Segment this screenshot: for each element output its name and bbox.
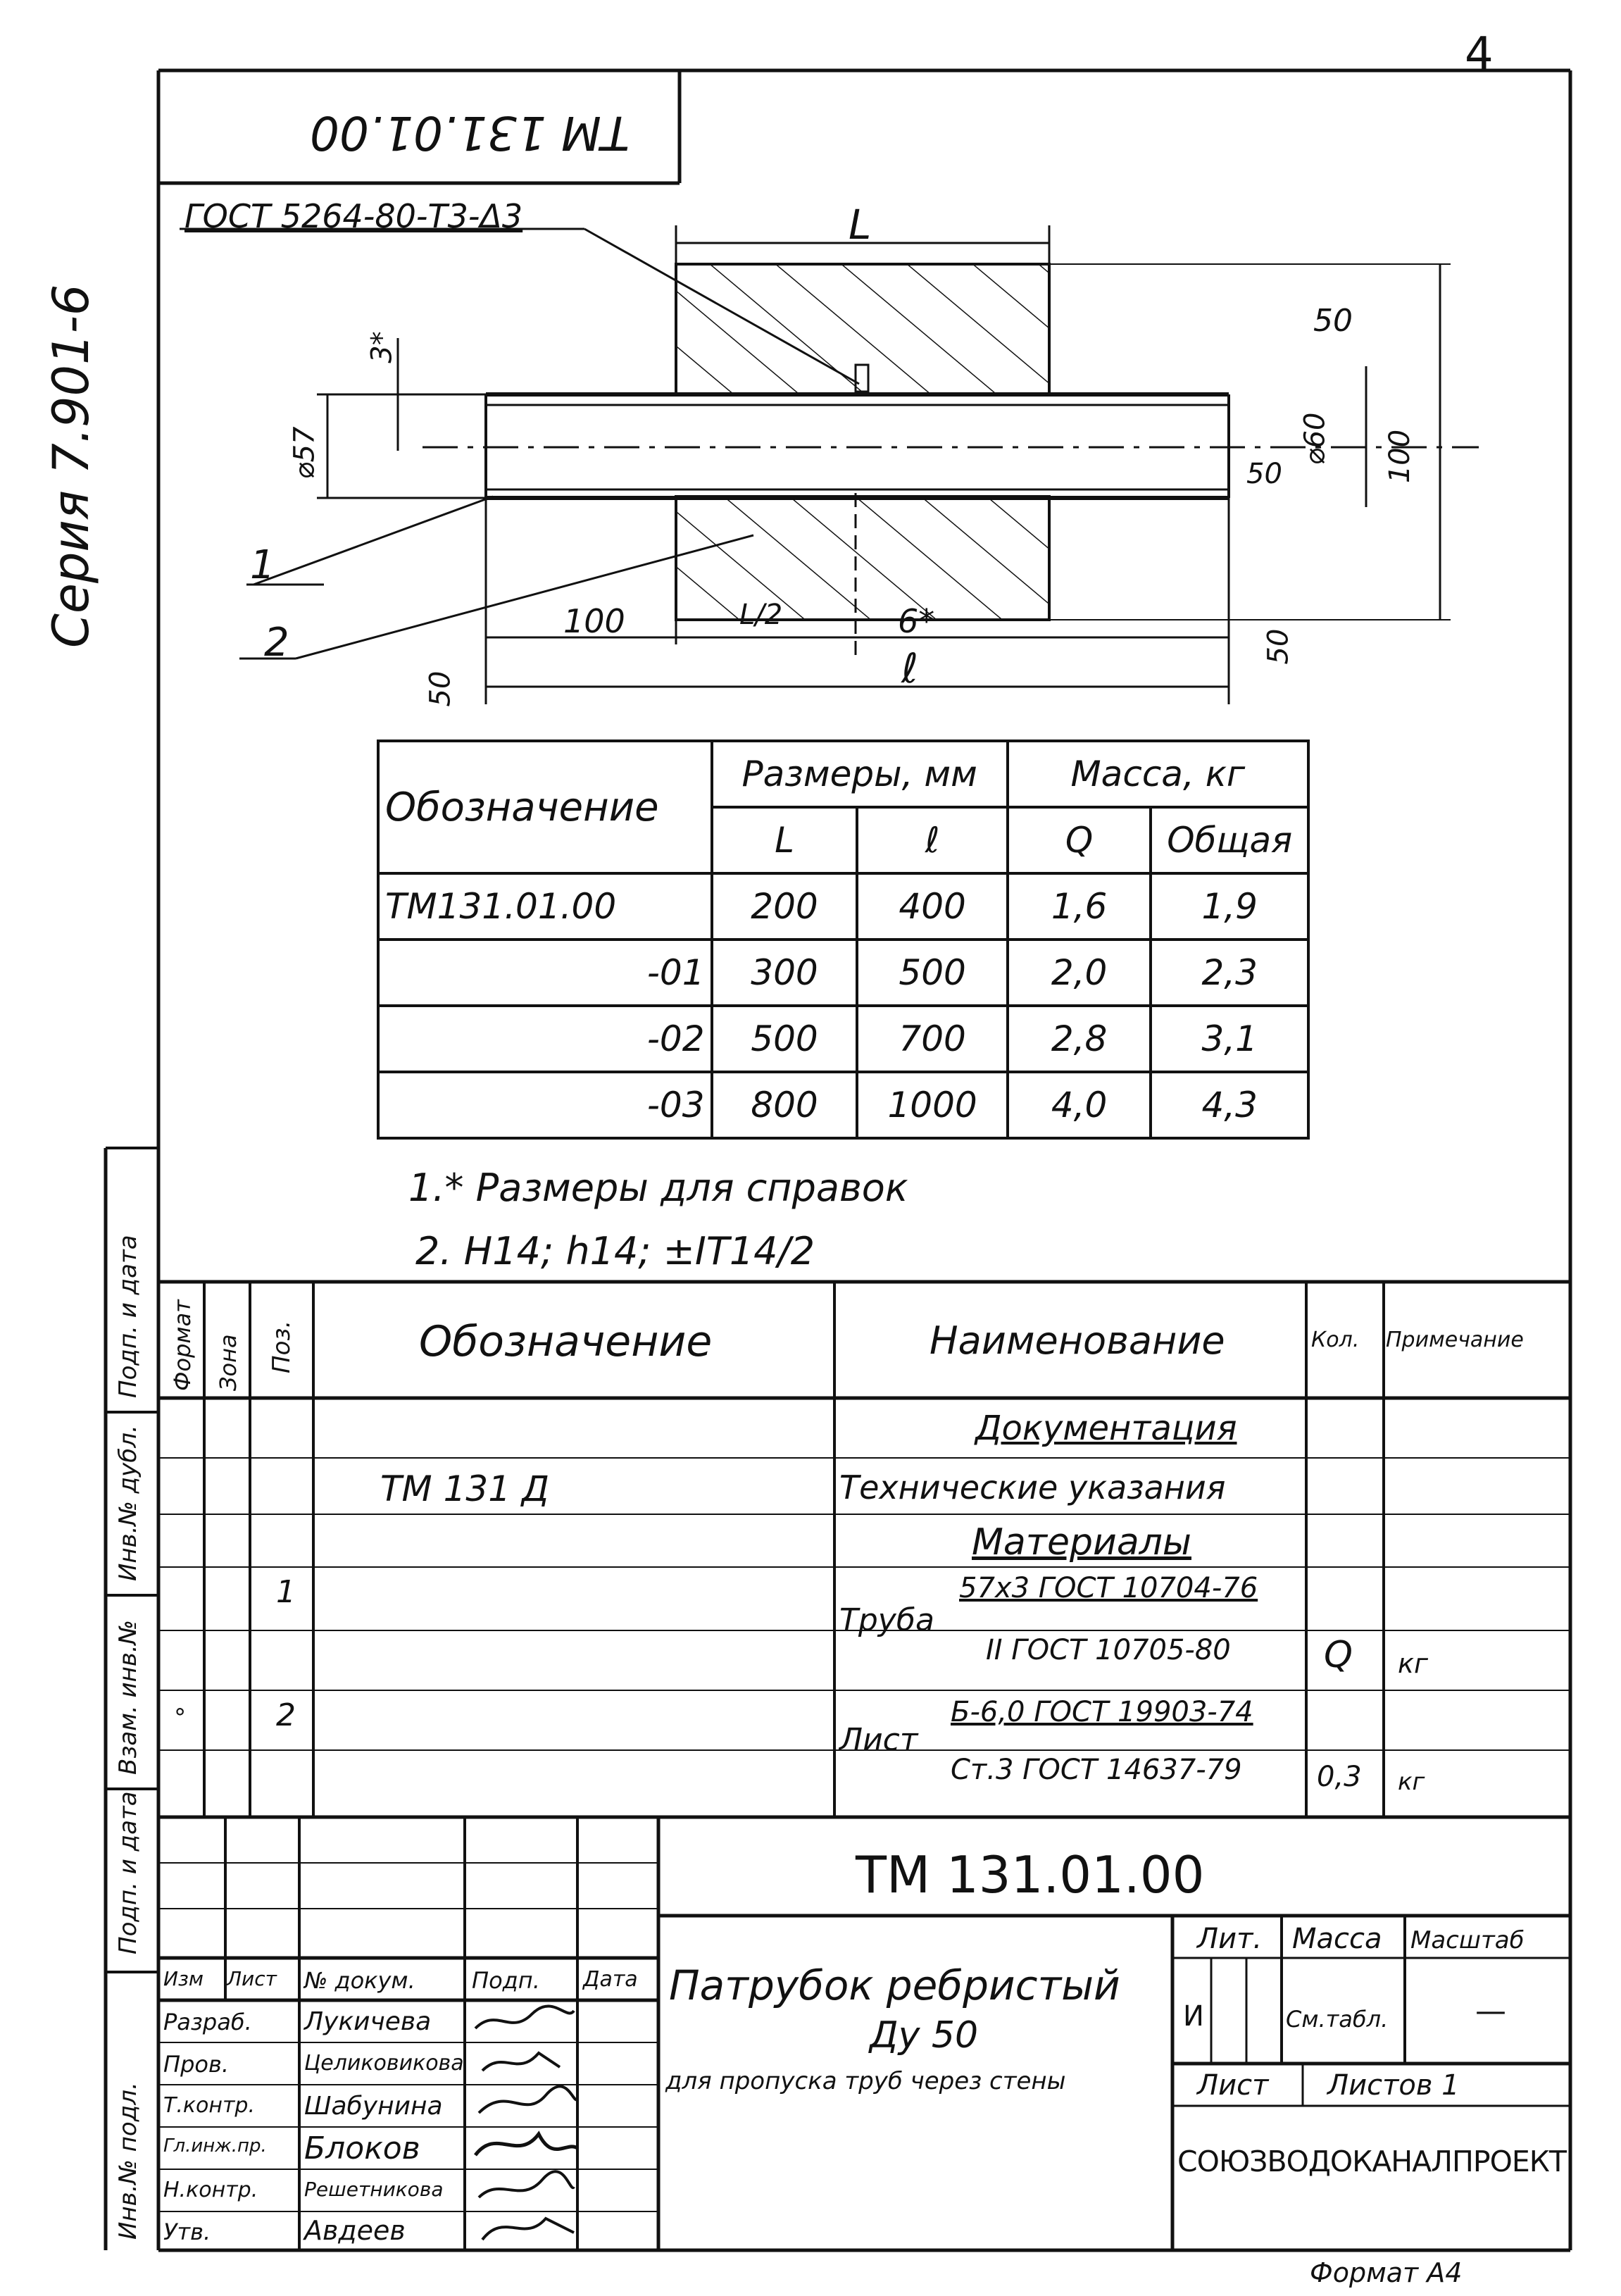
dims-header-row-1 [378, 741, 1308, 807]
tb-name: Целиковикова [304, 2051, 464, 2076]
tb-h-list: Лист [227, 1967, 277, 1990]
spec-item2-line2: Ст.3 ГОСТ 14637-79 [951, 1754, 1242, 1786]
dims-cell-Q: 4,0 [1008, 1072, 1151, 1138]
dims-cell-L: 500 [712, 1006, 858, 1072]
dims-h-total: Общая [1151, 807, 1308, 873]
spec-section-docs: Документация [975, 1409, 1237, 1448]
spec-item1-pos: 1 [276, 1574, 296, 1610]
spec-item2-qty: 0,3 [1317, 1761, 1362, 1793]
spec-h-name: Наименование [930, 1318, 1225, 1363]
dims-h-mass: Масса, кг [1008, 741, 1308, 807]
spec-doc-designation: ТМ 131 Д [380, 1468, 549, 1509]
signatures [468, 2000, 581, 2254]
dia-57-label: ⌀57 [288, 426, 321, 480]
dims-cell-l: 400 [857, 873, 1007, 940]
tb-h-izm: Изм [163, 1967, 204, 1990]
format-label: Формат А4 [1310, 2257, 1463, 2288]
rough-mid: 50 [1246, 458, 1282, 490]
tb-name: Авдеев [304, 2215, 406, 2246]
dims-cell-Q: 2,0 [1008, 940, 1151, 1006]
tb-h-mass: Масса [1292, 1923, 1382, 1955]
sheet-number: 4 [1465, 28, 1494, 80]
spec-h-designation: Обозначение [419, 1317, 713, 1366]
spec-item1-qty: Q [1324, 1634, 1353, 1676]
table-row [378, 1006, 1308, 1072]
tb-role: Н.контр. [163, 2178, 258, 2202]
note-1: 1.* Размеры для справок [408, 1166, 908, 1210]
dims-h-l: ℓ [857, 807, 1007, 873]
dims-cell-L: 200 [712, 873, 858, 940]
spec-item2-unit: кг [1398, 1768, 1425, 1796]
spec-item1-name: Труба [839, 1602, 934, 1638]
series-code: Серия 7.901-6 [42, 284, 100, 648]
spec-item2-name: Лист [839, 1722, 918, 1758]
dims-cell-designation: -02 [378, 1006, 712, 1072]
side-inv-dubl: Инв.№ дубл. [114, 1425, 142, 1581]
tb-scale-value: — [1475, 1993, 1506, 2029]
tb-name: Шабунина [304, 2092, 443, 2121]
spec-section-materials: Материалы [972, 1521, 1191, 1564]
rough-right: 50 [1262, 628, 1295, 665]
spec-h-qty: Кол. [1311, 1328, 1360, 1352]
tb-role: Пров. [163, 2051, 229, 2078]
dims-h-Q: Q [1008, 807, 1151, 873]
dim-3-label: 3* [365, 331, 399, 363]
dim-100-label: 100 [563, 602, 625, 640]
tb-role: Т.контр. [163, 2093, 256, 2118]
dims-cell-l: 700 [857, 1006, 1007, 1072]
table-row [378, 1072, 1308, 1138]
dims-h-designation: Обозначение [378, 741, 712, 873]
tb-name: Решетникова [304, 2178, 444, 2201]
dims-cell-L: 300 [712, 940, 858, 1006]
tb-sheets-label: Листов 1 [1327, 2069, 1460, 2102]
dimensions-table [377, 740, 1310, 1140]
title-line-1: Патрубок ребристый [669, 1961, 1120, 2009]
inverted-stamp-code: ТМ 131.01.00 [310, 106, 630, 160]
dim-half-L-label: L/2 [739, 599, 783, 631]
spec-h-zone: Зона [215, 1334, 242, 1391]
dims-cell-total: 4,3 [1151, 1072, 1308, 1138]
title-line-3: для пропуска труб через стены [665, 2067, 1066, 2095]
tb-role: Гл.инж.пр. [163, 2135, 267, 2157]
position-1-label: 1 [250, 542, 275, 588]
dims-cell-designation: -03 [378, 1072, 712, 1138]
spec-item2-pos: 2 [276, 1697, 296, 1733]
tb-h-scale: Масштаб [1410, 1926, 1525, 1954]
spec-h-note: Примечание [1386, 1328, 1524, 1352]
dims-cell-total: 1,9 [1151, 873, 1308, 940]
side-vzam: Взам. инв.№ [114, 1619, 142, 1775]
tb-sheet-label: Лист [1197, 2069, 1269, 2102]
spec-doc-name: Технические указания [839, 1468, 1226, 1506]
weld-note: ГОСТ 5264-80-Т3-Δ3 [184, 197, 523, 235]
tb-h-doc-no: № докум. [304, 1967, 415, 1994]
tb-name: Блоков [304, 2130, 420, 2166]
dims-cell-Q: 1,6 [1008, 873, 1151, 940]
dims-cell-total: 2,3 [1151, 940, 1308, 1006]
spec-h-format: Формат [169, 1299, 196, 1391]
tb-h-sign: Подп. [472, 1967, 540, 1994]
position-2-label: 2 [264, 620, 289, 666]
tb-role: Утв. [163, 2219, 211, 2245]
dim-l-label: ℓ [901, 644, 918, 692]
tb-lit-value: И [1183, 2000, 1204, 2033]
tb-name: Лукичева [304, 2007, 432, 2036]
spec-item1-unit: кг [1398, 1648, 1428, 1679]
title-doc-code: ТМ 131.01.00 [856, 1845, 1205, 1904]
tb-role: Разраб. [163, 2009, 252, 2035]
table-row [378, 873, 1308, 940]
dim-L-label: L [849, 201, 872, 249]
tb-mass-value: См.табл. [1286, 2006, 1389, 2033]
rough-left: 50 [424, 670, 457, 707]
dims-cell-designation: ТМ131.01.00 [378, 873, 712, 940]
rough-top: 50 [1313, 303, 1353, 339]
spec-h-pos: Поз. [268, 1320, 296, 1373]
dims-cell-total: 3,1 [1151, 1006, 1308, 1072]
tb-h-lit: Лит. [1197, 1923, 1263, 1955]
spec-item2-line1: Б-6,0 ГОСТ 19903-74 [951, 1696, 1253, 1728]
side-sign-date-1: Подп. и дата [114, 1791, 142, 1954]
spec-item1-line1: 57х3 ГОСТ 10704-76 [959, 1572, 1258, 1604]
dim-100-right-label: 100 [1384, 429, 1417, 484]
spec-item1-line2: II ГОСТ 10705-80 [986, 1634, 1231, 1666]
dims-cell-L: 800 [712, 1072, 858, 1138]
dims-h-L: L [712, 807, 858, 873]
tb-organization: СОЮЗВОДОКАНАЛПРОЕКТ [1177, 2145, 1566, 2178]
dims-cell-l: 500 [857, 940, 1007, 1006]
title-line-2: Ду 50 [870, 2014, 979, 2057]
dims-cell-Q: 2,8 [1008, 1006, 1151, 1072]
dia-60-label: ⌀60 [1298, 412, 1332, 466]
dims-cell-designation: -01 [378, 940, 712, 1006]
dim-6-label: 6* [898, 602, 935, 640]
dims-cell-l: 1000 [857, 1072, 1007, 1138]
spec-item2-format: ∘ [173, 1697, 188, 1726]
dims-h-sizes: Размеры, мм [712, 741, 1008, 807]
tb-h-date: Дата [583, 1967, 638, 1992]
table-row [378, 940, 1308, 1006]
side-inv-orig: Инв.№ подл. [114, 2082, 142, 2240]
side-sign-date-2: Подп. и дата [114, 1235, 142, 1398]
note-2: 2. H14; h14; ±IT14/2 [415, 1229, 815, 1273]
